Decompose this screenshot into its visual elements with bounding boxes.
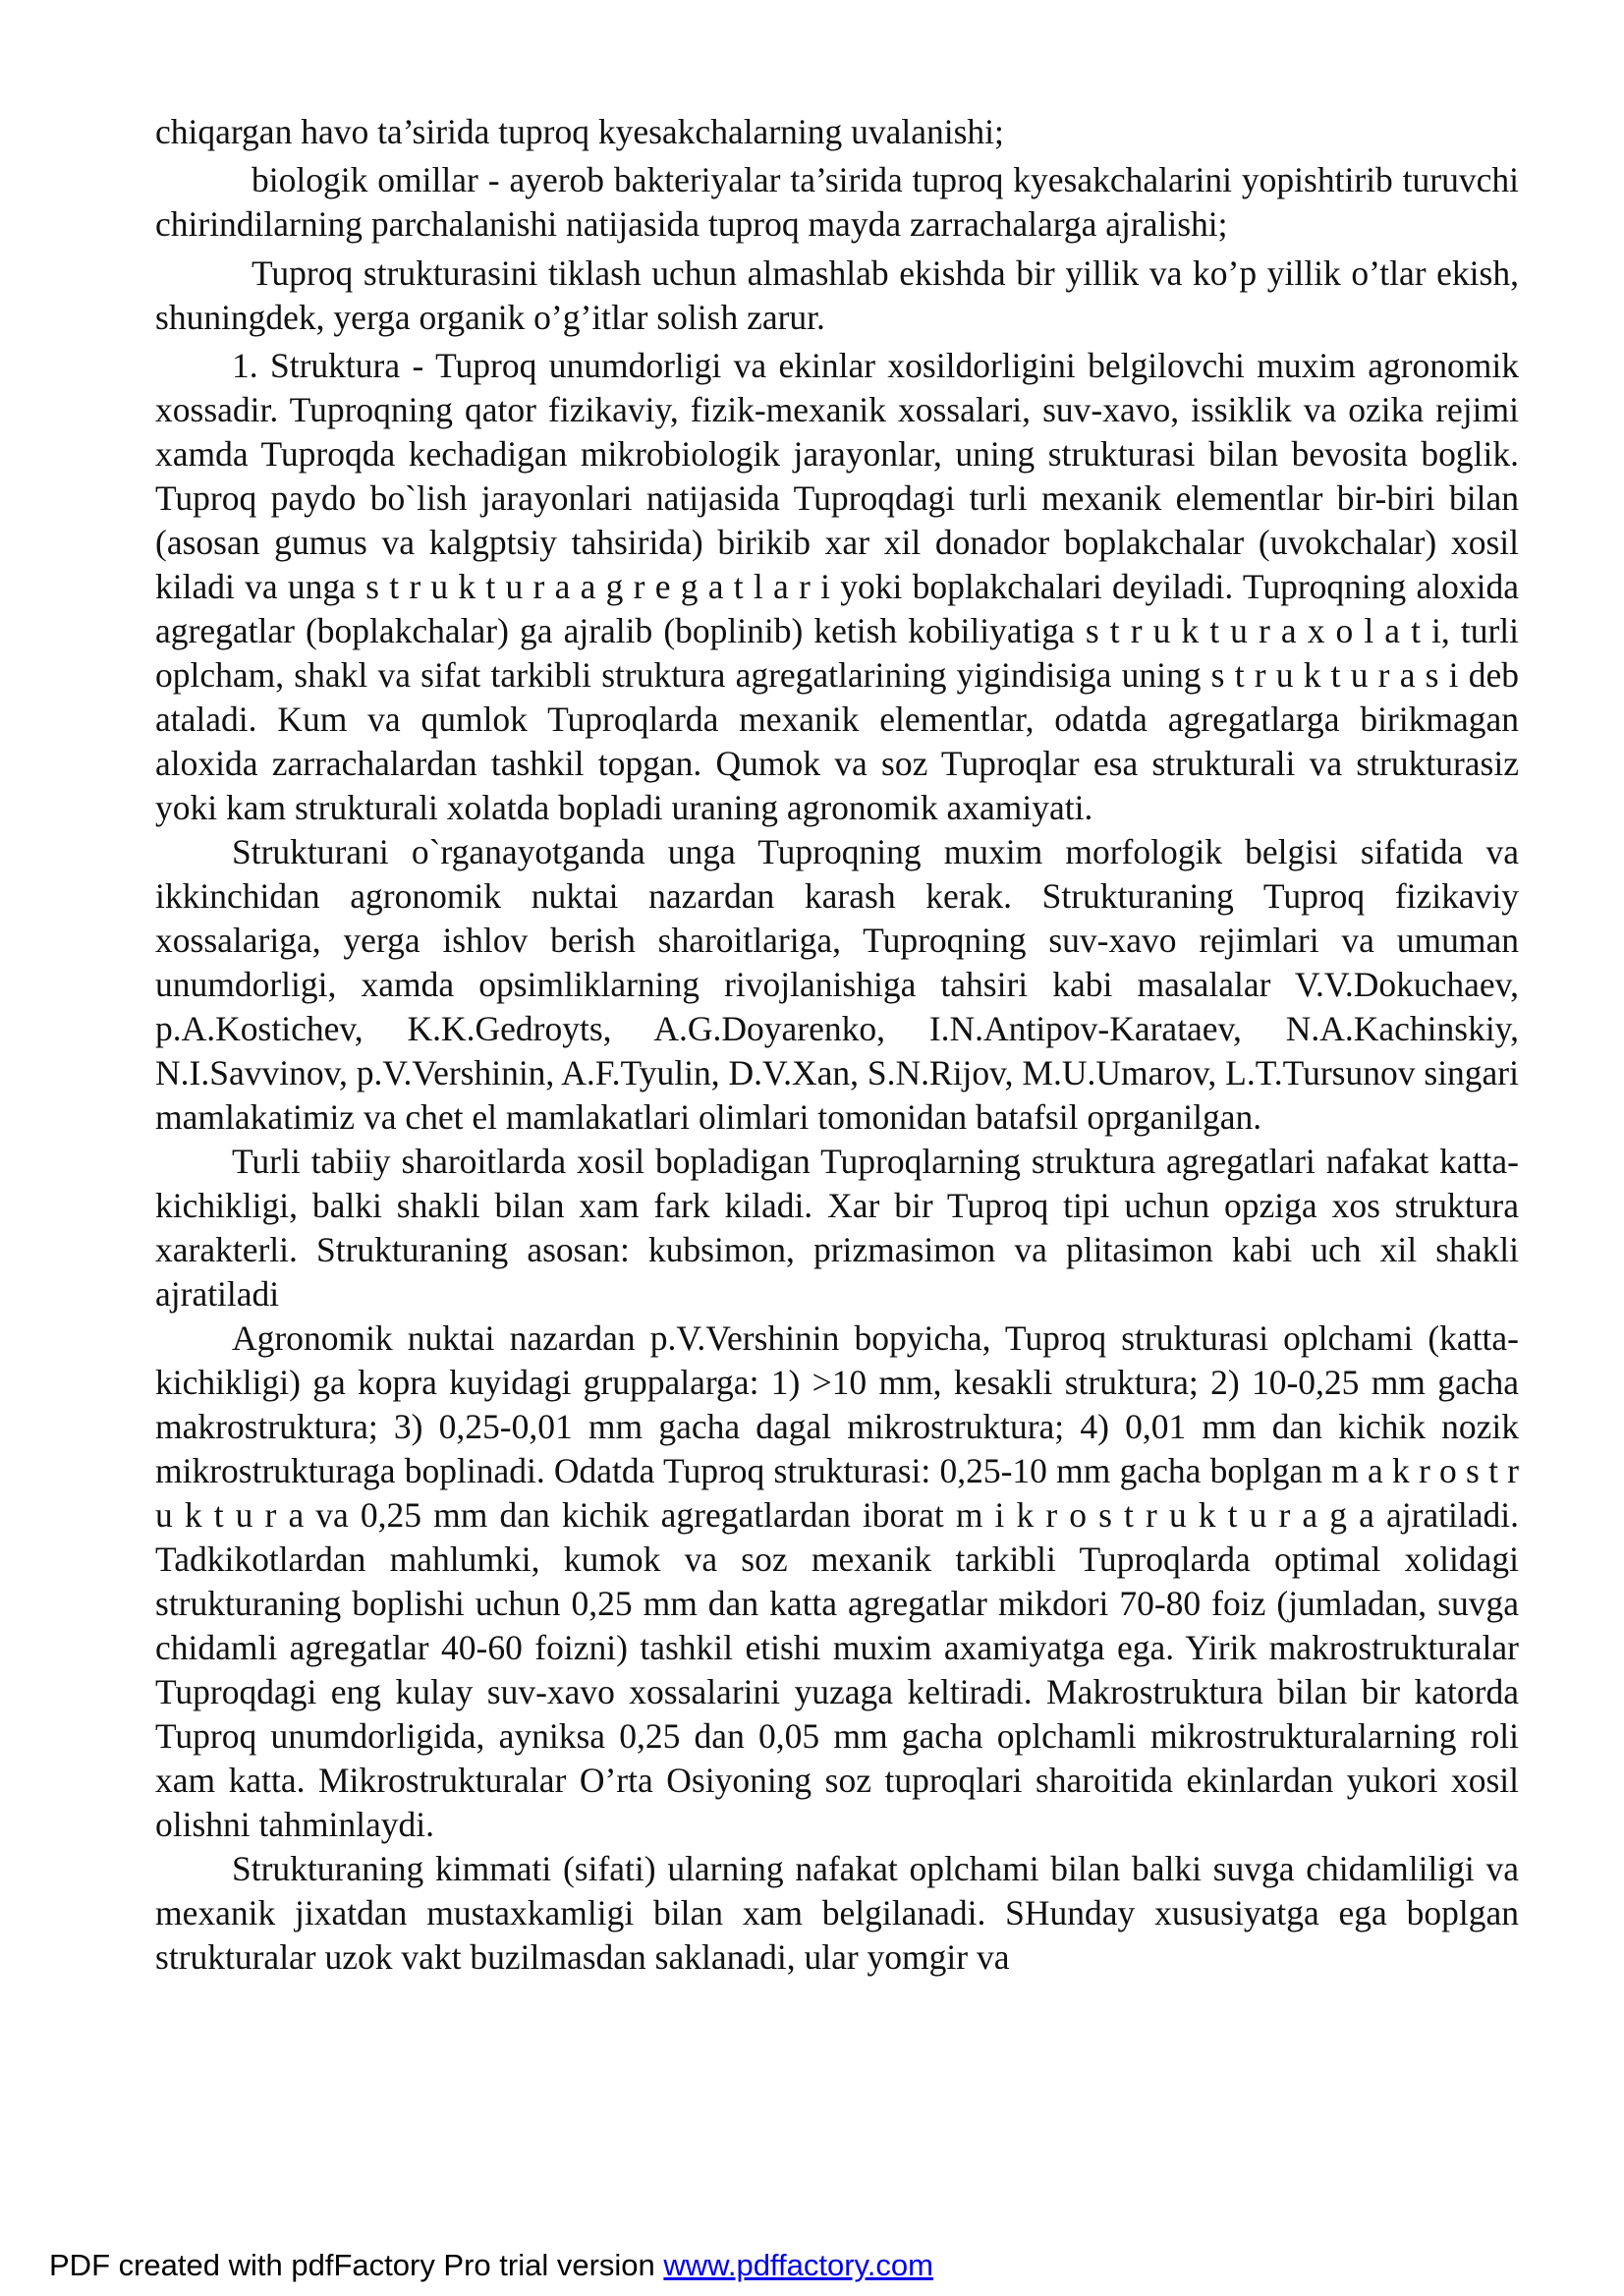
footer-link[interactable]: www.pdffactory.com [663,2248,933,2282]
paragraph-aggregate-shapes: Turli tabiiy sharoitlarda xosil bopladigan Tuproqlarning struktura agregatlari nafakat katta-kichikligi, balki shakli bilan xam fark kiladi. Xar bir Tuproq tipi uchun opziga xos struktura xarakterli. Strukturaning asosan: kubsimon, prizmasimon va plitasimon kabi uch xil shakli ajratiladi [155,1142,1519,1315]
paragraph-structure-restoration: Tuproq strukturasini tiklash uchun almashlab ekishda bir yillik va ko’p yillik o’tlar ekish, shuningdek, yerga organik o’g’itlar solish zarur. [155,252,1519,337]
paragraph-structure-definition: 1. Struktura - Tuproq unumdorligi va ekinlar xosildorligini belgilovchi muxim agronomik xossadir. Tuproqning qator fizikaviy, fizik-mexanik xossalari, suv-xavo, issiklik va ozika rejimi xamda Tuproqda kechadigan mikrobiologik jarayonlar, uning strukturasi bilan bevosita boglik. Tuproq paydo bo`lish jarayonlari natijasida Tuproqdagi turli mexanik elementlar bir-biri bilan (asosan gumus va kalgptsiy tahsirida) birikib xar xil donador boplakchalar (uvokchalar) xosil kiladi va unga s t r u k t u r a a g r e g a t l a r i yoki boplakchalari deyiladi. Tuproqning aloxida agregatlar (boplakchalar) ga ajralib (boplinib) ketish kobiliyatiga s t r u k t u r a x o l a t i, turli oplcham, shakl va sifat tarkibli struktura agregatlarining yigindisiga uning s t r u k t u r a s i deb ataladi. Kum va qumlok Tuproqlarda mexanik elementlar, odatda agregatlarga birikmagan aloxida zarrachalardan tashkil topgan. Qumok va soz Tuproqlar esa strukturali va strukturasiz yoki kam strukturali xolatda bopladi uraning agronomik axamiyati. [155,346,1519,828]
paragraph-structure-study: Strukturani o`rganayotganda unga Tuproqning muxim morfologik belgisi sifatida va ikkinchidan agronomik nuktai nazardan karash kerak. Strukturaning Tuproq fizikaviy xossalariga, yerga ishlov berish sharoitlariga, Tuproqning suv-xavo rejimlari va umuman unumdorligi, xamda opsimliklarning rivojlanishiga tahsiri kabi masalalar V.V.Dokuchaev, p.A.Kostichev, K.K.Gedroyts, A.G.Doyarenko, I.N.Antipov-Karataev, N.A.Kachinskiy, N.I.Savvinov, p.V.Vershinin, A.F.Tyulin, D.V.Xan, S.N.Rijov, M.U.Umarov, L.T.Tursunov singari mamlakatimiz va chet el mamlakatlari olimlari tomonidan batafsil oprganilgan. [155,832,1519,1138]
document-body [155,110,1519,1980]
pdf-watermark-footer [49,2248,933,2283]
paragraph-structure-quality: Strukturaning kimmati (sifati) ularning nafakat oplchami bilan balki suvga chidamliligi va mexanik jixatdan mustaxkamligi bilan xam belgilanadi. SHunday xususiyatga ega boplgan strukturalar uzok vakt buzilmasdan saklanadi, ular yomgir va [155,1849,1519,1978]
paragraph-continuation: chiqargan havo ta’sirida tuproq kyesakchalarning uvalanishi; [155,112,1004,151]
footer-text: PDF created with pdfFactory Pro trial version [49,2248,664,2282]
paragraph-aggregate-sizes: Agronomik nuktai nazardan p.V.Vershinin bopyicha, Tuproq strukturasi oplchami (katta-kichikligi) ga kopra kuyidagi gruppalarga: 1) >10 mm, kesakli struktura; 2) 10-0,25 mm gacha makrostruktura; 3) 0,25-0,01 mm gacha dagal mikrostruktura; 4) 0,01 mm dan kichik nozik mikrostrukturaga boplinadi. Odatda Tuproq strukturasi: 0,25-10 mm gacha boplgan m a k r o s t r u k t u r a va 0,25 mm dan kichik agregatlardan iborat m i k r o s t r u k t u r a g a ajratiladi. Tadkikotlardan mahlumki, kumok va soz mexanik tarkibli Tuproqlarda optimal xolidagi strukturaning boplishi uchun 0,25 mm dan katta agregatlar mikdori 70-80 foiz (jumladan, suvga chidamli agregatlar 40-60 foizni) tashkil etishi muxim axamiyatga ega. Yirik makrostrukturalar Tuproqdagi eng kulay suv-xavo xossalarini yuzaga keltiradi. Makrostruktura bilan bir katorda Tuproq unumdorligida, ayniksa 0,25 dan 0,05 mm gacha oplchamli mikrostrukturalarning roli xam katta. Mikrostrukturalar O’rta Osiyoning soz tuproqlari sharoitida ekinlardan yukori xosil olishni tahminlaydi. [155,1318,1519,1845]
paragraph-biological-factors: biologik omillar - ayerob bakteriyalar ta’sirida tuproq kyesakchalarini yopishtirib turuvchi chirindilarning parchalanishi natijasida tuproq mayda zarrachalarga ajralishi; [155,160,1519,245]
